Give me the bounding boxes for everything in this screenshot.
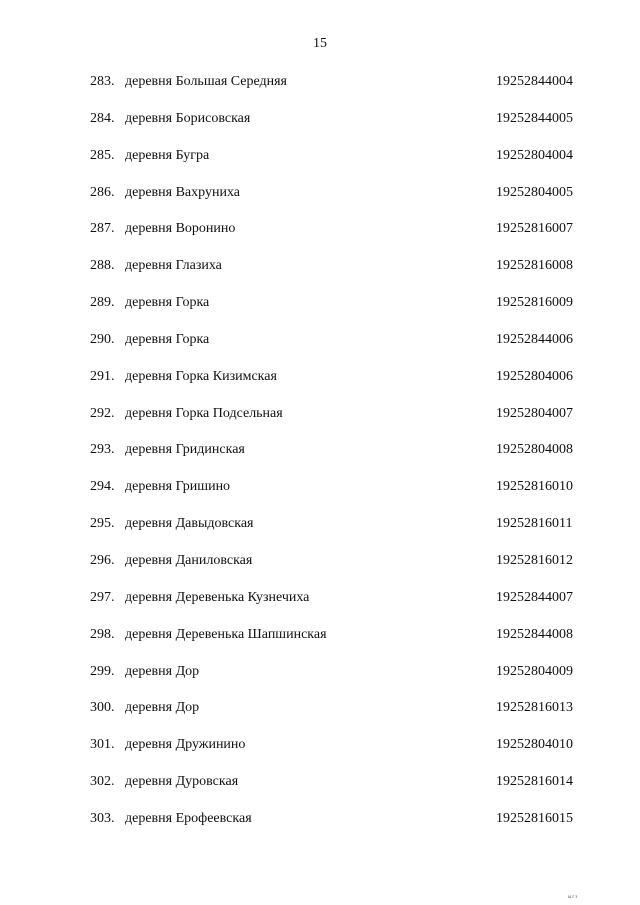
oktmo-code: 19252816014 xyxy=(496,774,573,790)
list-item xyxy=(0,255,640,292)
settlement-name: деревня Дор xyxy=(125,663,200,679)
oktmo-code: 19252844008 xyxy=(496,626,573,642)
row-number: 292. xyxy=(90,405,115,421)
settlement-name: деревня Гридинская xyxy=(125,442,245,458)
list-item xyxy=(0,366,640,403)
oktmo-code: 19252816008 xyxy=(496,258,573,274)
row-number: 299. xyxy=(90,663,115,679)
oktmo-code: 19252804006 xyxy=(496,368,573,384)
list-item xyxy=(0,182,640,219)
list-item xyxy=(0,403,640,440)
row-number: 284. xyxy=(90,110,115,126)
oktmo-code: 19252844006 xyxy=(496,331,573,347)
oktmo-code: 19252816012 xyxy=(496,552,573,568)
oktmo-code: 19252816010 xyxy=(496,479,573,495)
settlement-name: деревня Борисовская xyxy=(125,110,251,126)
list-item xyxy=(0,550,640,587)
list-item xyxy=(0,697,640,734)
oktmo-code: 19252804009 xyxy=(496,663,573,679)
settlement-name: деревня Горка Подсельная xyxy=(125,405,283,421)
list-item xyxy=(0,513,640,550)
oktmo-code: 19252816009 xyxy=(496,295,573,311)
settlement-name: деревня Гришино xyxy=(125,479,231,495)
list-item xyxy=(0,624,640,661)
list-item xyxy=(0,661,640,698)
settlement-name: деревня Деревенька Шапшинская xyxy=(125,626,327,642)
row-number: 283. xyxy=(90,74,115,89)
settlement-name: деревня Давыдовская xyxy=(125,516,254,532)
oktmo-code: 19252844004 xyxy=(496,74,573,89)
oktmo-code: 19252804005 xyxy=(496,184,573,200)
list-item xyxy=(0,587,640,624)
list-item xyxy=(0,808,640,845)
settlement-name: деревня Горка xyxy=(125,331,210,347)
row-number: 296. xyxy=(90,552,115,568)
oktmo-code: 19252816011 xyxy=(496,516,573,532)
row-number: 297. xyxy=(90,589,115,605)
oktmo-code: 19252804008 xyxy=(496,442,573,458)
list-item xyxy=(0,734,640,771)
settlement-name: деревня Дружинино xyxy=(125,737,246,753)
page-number: 15 xyxy=(313,36,327,51)
settlement-name: деревня Горка Кизимская xyxy=(125,368,277,384)
list-item xyxy=(0,292,640,329)
list-item xyxy=(0,771,640,808)
row-number: 290. xyxy=(90,331,115,347)
oktmo-code: 19252816013 xyxy=(496,700,573,716)
settlement-name: деревня Дор xyxy=(125,700,200,716)
row-number: 291. xyxy=(90,368,115,384)
row-number: 289. xyxy=(90,295,115,311)
settlement-name: деревня Воронино xyxy=(125,221,236,237)
settlement-name: деревня Дуровская xyxy=(125,774,239,790)
settlement-name: деревня Бугра xyxy=(125,147,210,163)
footer-mark: ыгз xyxy=(568,895,579,900)
settlement-name: деревня Глазиха xyxy=(125,258,222,274)
row-number: 301. xyxy=(90,737,115,753)
list-item xyxy=(0,145,640,182)
oktmo-code: 19252804004 xyxy=(496,147,573,163)
row-number: 288. xyxy=(90,258,115,274)
row-number: 294. xyxy=(90,479,115,495)
row-number: 303. xyxy=(90,810,115,826)
settlement-name: деревня Горка xyxy=(125,295,210,311)
oktmo-code: 19252816015 xyxy=(496,810,573,826)
row-number: 285. xyxy=(90,147,115,163)
row-number: 298. xyxy=(90,626,115,642)
row-number: 287. xyxy=(90,221,115,237)
row-number: 293. xyxy=(90,442,115,458)
list-item xyxy=(0,108,640,145)
settlement-name: деревня Большая Середняя xyxy=(125,74,287,89)
oktmo-code: 19252816007 xyxy=(496,221,573,237)
list-item xyxy=(0,218,640,255)
oktmo-code: 19252804010 xyxy=(496,737,573,753)
list-item xyxy=(0,71,640,108)
list-item xyxy=(0,439,640,476)
settlement-name: деревня Даниловская xyxy=(125,552,253,568)
list-item xyxy=(0,329,640,366)
row-number: 300. xyxy=(90,700,115,716)
oktmo-code: 19252844005 xyxy=(496,110,573,126)
oktmo-code: 19252804007 xyxy=(496,405,573,421)
oktmo-code: 19252844007 xyxy=(496,589,573,605)
row-number: 295. xyxy=(90,516,115,532)
list-item xyxy=(0,476,640,513)
row-number: 286. xyxy=(90,184,115,200)
settlement-name: деревня Вахруниха xyxy=(125,184,240,200)
settlement-name: деревня Деревенька Кузнечиха xyxy=(125,589,310,605)
settlement-name: деревня Ерофеевская xyxy=(125,810,252,826)
settlement-list xyxy=(0,71,640,845)
row-number: 302. xyxy=(90,774,115,790)
